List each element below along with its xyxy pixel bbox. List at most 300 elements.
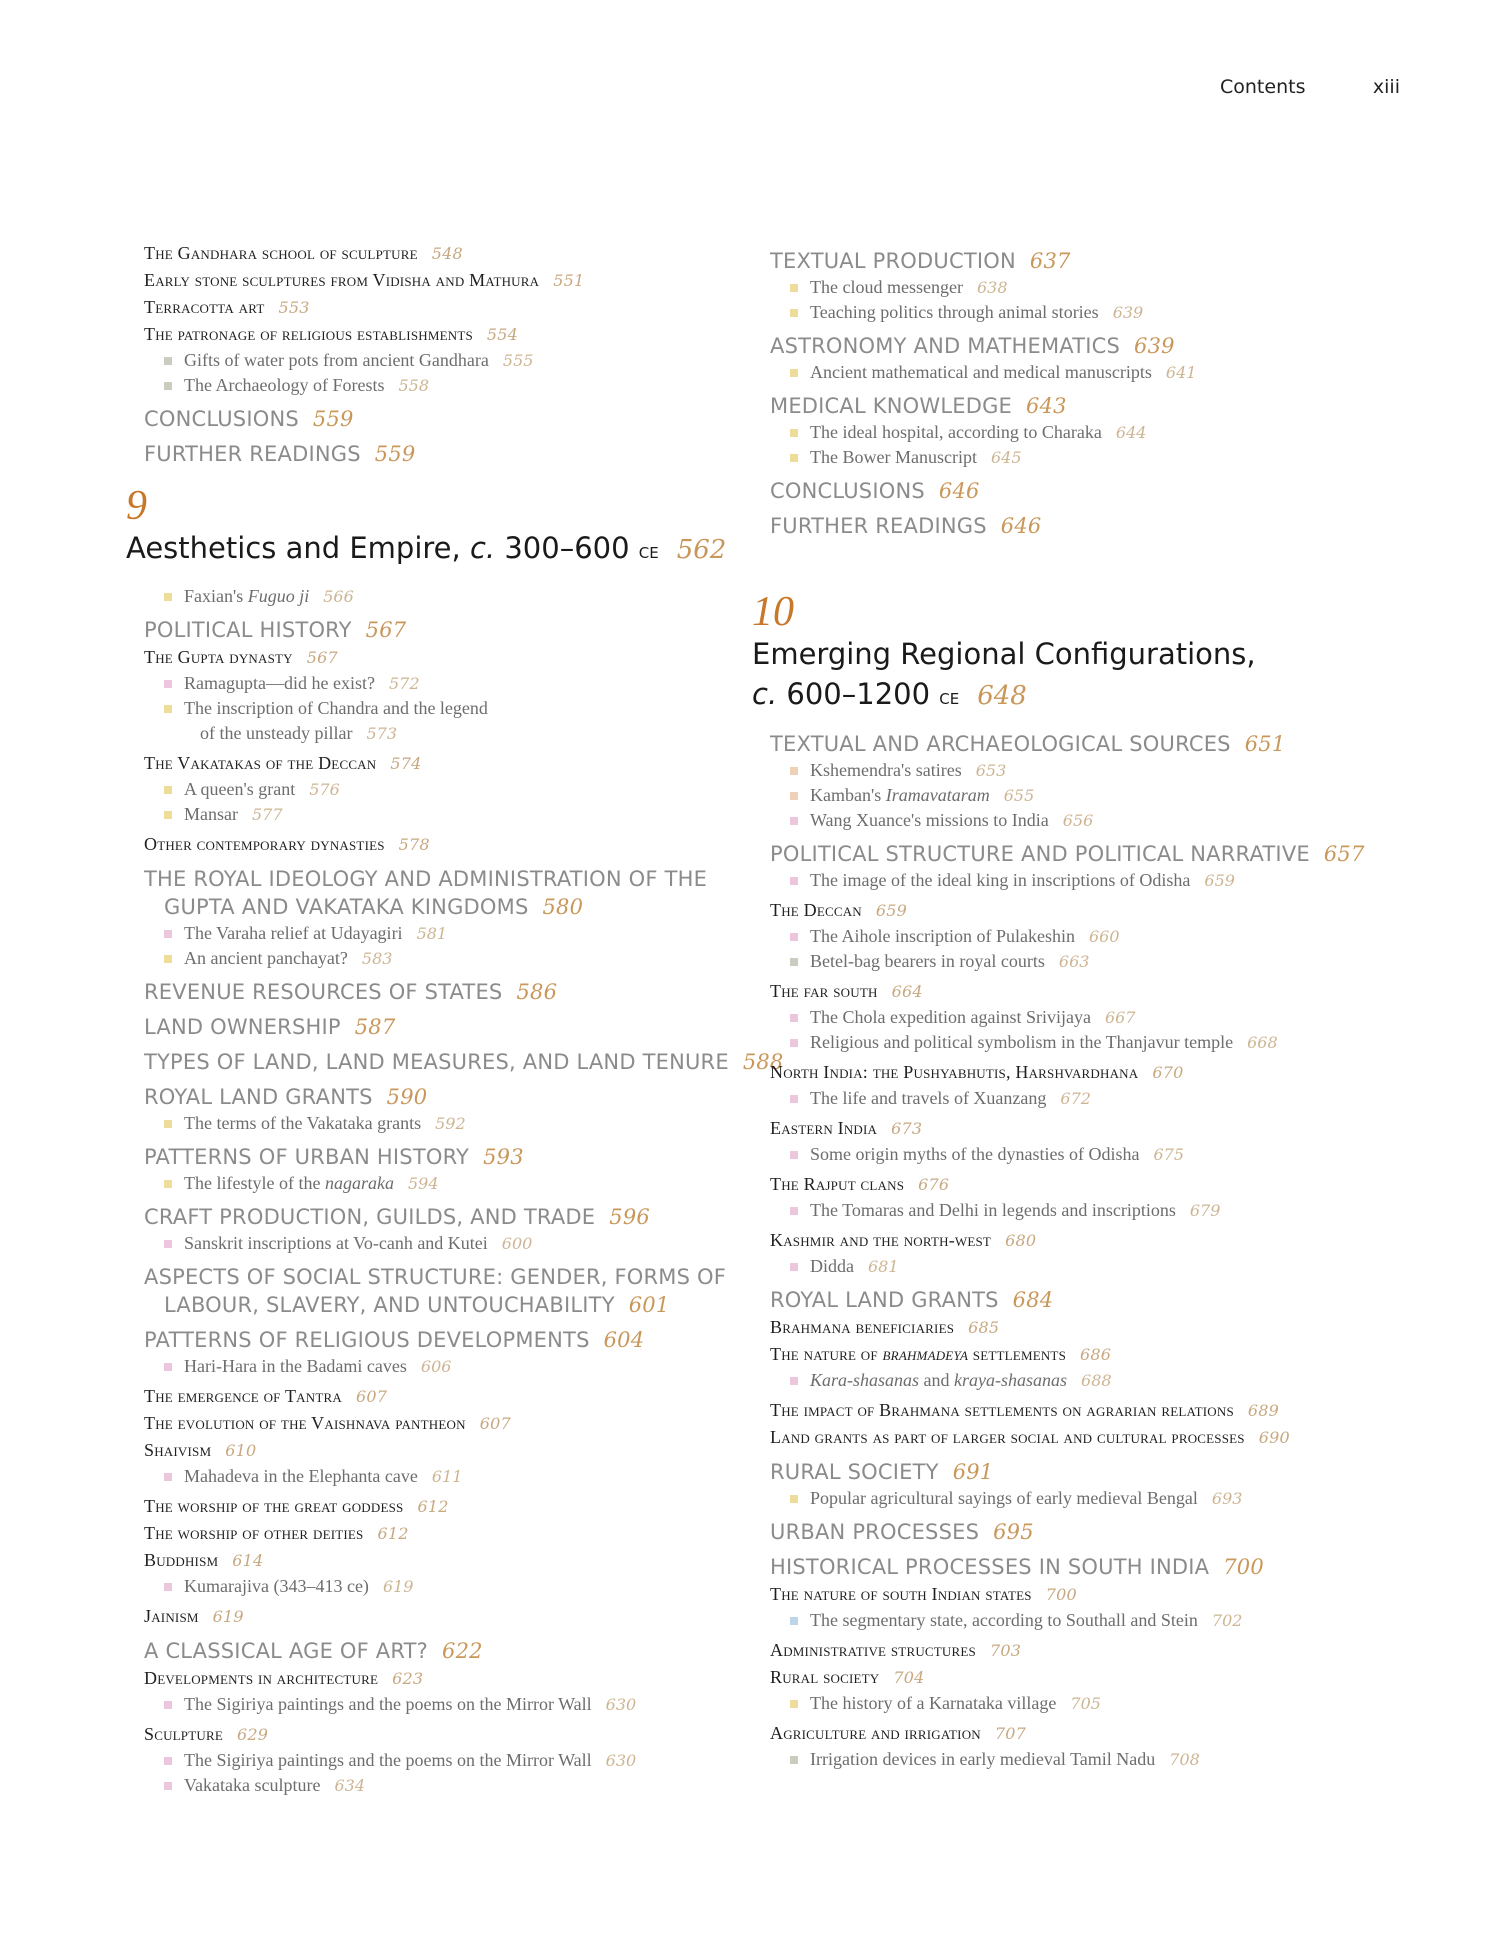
toc-entry-title: Kumarajiva (343–413 ce) <box>184 1576 369 1596</box>
toc-entry-page-number: 614 <box>232 1551 264 1570</box>
toc-entry-title: The cloud messenger <box>810 277 963 297</box>
toc-entry-title: North India: the Pushyabhutis, Harshvardhana <box>770 1062 1139 1082</box>
toc-entry-page-number: 643 <box>1026 394 1067 418</box>
toc-entry-boxed-feature <box>184 696 746 746</box>
toc-entry-title: The Gandhara school of sculpture <box>144 243 418 263</box>
toc-entry-section-heading <box>144 1013 746 1041</box>
toc-entry-page-number: 702 <box>1211 1611 1243 1630</box>
toc-entry-title: Kshemendra's satires <box>810 760 962 780</box>
toc-entry-page-number: 596 <box>609 1205 650 1229</box>
toc-entry-subsection-heading <box>144 1437 746 1464</box>
toc-entry-title: RURAL SOCIETY <box>770 1460 939 1484</box>
toc-entry-title: Kashmir and the north-west <box>770 1230 992 1250</box>
toc-entry-boxed-feature <box>184 1692 746 1717</box>
toc-entry-boxed-feature <box>810 1254 1402 1279</box>
toc-entry-page-number: 644 <box>1115 423 1147 442</box>
toc-entry-title: Faxian's <box>184 586 248 606</box>
bullet-square-icon <box>790 1207 798 1215</box>
bullet-square-icon <box>164 1701 172 1709</box>
toc-entry-section-heading <box>770 840 1402 868</box>
toc-entry-subsection-heading <box>144 1721 746 1748</box>
toc-entry-page-number: 573 <box>366 724 398 743</box>
toc-entry-title: Wang Xuance's missions to India <box>810 810 1049 830</box>
toc-entry-title-italic: brahmadeya <box>882 1344 969 1364</box>
toc-entry-page-number: 558 <box>398 376 429 395</box>
toc-entry-page-number: 667 <box>1104 1008 1136 1027</box>
chapter-title-circa: c. <box>469 531 496 565</box>
toc-entry-subsection-heading <box>770 1664 1402 1691</box>
toc-entry-page-number: 705 <box>1070 1694 1101 1713</box>
bullet-square-icon <box>790 1756 798 1764</box>
toc-entry-title: Developments in architecture <box>144 1668 379 1688</box>
toc-entry-subsection-heading <box>144 1603 746 1630</box>
chapter-title-era: ce <box>939 685 960 710</box>
toc-entry-page-number: 578 <box>398 835 430 854</box>
toc-entry-page-number: 672 <box>1060 1089 1091 1108</box>
toc-entry-page-number: 619 <box>212 1607 244 1626</box>
toc-entry-title: Some origin myths of the dynasties of Odisha <box>810 1144 1140 1164</box>
toc-entry-title: The worship of other deities <box>144 1523 364 1543</box>
toc-entry-page-number: 695 <box>993 1520 1034 1544</box>
bullet-square-icon <box>164 930 172 938</box>
toc-entry-title: CRAFT PRODUCTION, GUILDS, AND TRADE <box>144 1205 596 1229</box>
chapter-title-line-1: Emerging Regional Configurations, <box>752 637 1256 671</box>
toc-entry-page-number: 607 <box>355 1387 388 1406</box>
toc-entry-page-number: 607 <box>479 1414 511 1433</box>
toc-entry-page-number: 559 <box>374 442 416 466</box>
bullet-square-icon <box>164 1757 172 1765</box>
toc-entry-page-number: 567 <box>365 618 407 642</box>
toc-entry-title: Terracotta art <box>144 297 265 317</box>
bullet-square-icon <box>790 958 798 966</box>
toc-entry-boxed-feature <box>810 868 1402 893</box>
toc-entry-section-heading <box>770 730 1402 758</box>
toc-entry-title: Brahmana beneficiaries <box>770 1317 955 1337</box>
toc-entry-section-heading <box>144 405 746 433</box>
toc-entry-page-number: 623 <box>392 1669 424 1688</box>
toc-entry-subsection-heading <box>770 1171 1402 1198</box>
toc-entry-boxed-feature <box>810 275 1402 300</box>
toc-entry-title-italic: nagaraka <box>324 1173 394 1193</box>
toc-entry-boxed-feature <box>810 1198 1402 1223</box>
toc-entry-title: The impact of Brahmana settlements on agrarian relations <box>770 1400 1234 1420</box>
bullet-square-icon <box>790 767 798 775</box>
toc-entry-page-number: 646 <box>1000 514 1042 538</box>
toc-entry-title: ASPECTS OF SOCIAL STRUCTURE: GENDER, FORMS OF <box>144 1265 727 1289</box>
toc-entry-boxed-feature <box>184 1171 746 1196</box>
toc-entry-title: The Gupta dynasty <box>144 647 293 667</box>
toc-entry-title: The life and travels of Xuanzang <box>810 1088 1047 1108</box>
toc-entry-section-heading <box>770 1518 1402 1546</box>
toc-entry-subsection-heading <box>144 1383 746 1410</box>
toc-entry-page-number: 659 <box>1204 871 1235 890</box>
toc-entry-page-number: 641 <box>1165 363 1197 382</box>
toc-entry-title-line-2: LABOUR, SLAVERY, AND UNTOUCHABILITY 601 <box>164 1293 670 1317</box>
toc-entry-section-heading <box>144 1263 746 1319</box>
toc-entry-page-number: 637 <box>1029 249 1071 273</box>
bullet-square-icon <box>790 1014 798 1022</box>
toc-entry-title: TEXTUAL PRODUCTION <box>770 249 1016 273</box>
toc-entry-title: The inscription of Chandra and the legend <box>184 698 488 718</box>
toc-entry-title-line-2: GUPTA AND VAKATAKA KINGDOMS 580 <box>164 895 584 919</box>
toc-entry-title: The nature of <box>770 1344 883 1364</box>
toc-entry-title: The Bower Manuscript <box>810 447 977 467</box>
toc-entry-page-number: 566 <box>323 587 354 606</box>
toc-entry-page-number: 590 <box>386 1085 428 1109</box>
toc-entry-page-number: 622 <box>442 1639 483 1663</box>
toc-entry-title: Mahadeva in the Elephanta cave <box>184 1466 418 1486</box>
toc-entry-boxed-feature <box>184 1354 746 1379</box>
toc-entry-boxed-feature <box>184 1773 746 1798</box>
toc-entry-boxed-feature <box>184 1748 746 1773</box>
toc-entry-subsection-heading <box>770 1397 1402 1424</box>
toc-entry-title: HISTORICAL PROCESSES IN SOUTH INDIA <box>770 1555 1210 1579</box>
toc-entry-subsection-heading <box>770 1720 1402 1747</box>
toc-entry-title: Agriculture and irrigation <box>770 1723 981 1743</box>
toc-entry-section-heading <box>144 1203 746 1231</box>
toc-entry-page-number: 630 <box>605 1751 637 1770</box>
toc-entry-page-number: 601 <box>628 1293 670 1317</box>
toc-entry-page-number: 689 <box>1247 1401 1280 1420</box>
toc-entry-title: Mansar <box>184 804 238 824</box>
toc-entry-page-number: 690 <box>1258 1428 1290 1447</box>
toc-entry-subsection-heading <box>770 978 1402 1005</box>
toc-entry-page-number: 576 <box>309 780 340 799</box>
toc-entry-title: The worship of the great goddess <box>144 1496 404 1516</box>
toc-entry-subsection-heading <box>770 1227 1402 1254</box>
toc-entry-title: ROYAL LAND GRANTS <box>144 1085 373 1109</box>
toc-entry-subsection-heading <box>144 1493 746 1520</box>
toc-entry-page-number: 594 <box>407 1174 439 1193</box>
toc-entry-title: Administrative structures <box>770 1640 976 1660</box>
toc-entry-page-number: 656 <box>1062 811 1094 830</box>
toc-entry-title: LAND OWNERSHIP <box>144 1015 341 1039</box>
bullet-square-icon <box>790 1263 798 1271</box>
toc-entry-title: Betel-bag bearers in royal courts <box>810 951 1045 971</box>
toc-entry-boxed-feature <box>810 1142 1402 1167</box>
toc-entry-boxed-feature <box>810 1005 1402 1030</box>
chapter-title-line-2 <box>752 674 1402 718</box>
toc-entry-title: REVENUE RESOURCES OF STATES <box>144 980 503 1004</box>
bullet-square-icon <box>164 955 172 963</box>
toc-entry-subsection-heading <box>144 267 746 294</box>
toc-entry-subsection-heading <box>144 1520 746 1547</box>
bullet-square-icon <box>790 284 798 292</box>
toc-entry-title: URBAN PROCESSES <box>770 1520 980 1544</box>
bullet-square-icon <box>164 811 172 819</box>
right-top-entries <box>752 247 1402 540</box>
toc-entry-subsection-heading <box>770 1424 1402 1451</box>
toc-entry-boxed-feature <box>810 808 1402 833</box>
toc-entry-page-number: 574 <box>390 754 422 773</box>
toc-entry-page-number: 588 <box>742 1050 784 1074</box>
toc-entry-boxed-feature <box>810 1608 1402 1633</box>
bullet-square-icon <box>164 1782 172 1790</box>
toc-entry-page-number: 548 <box>431 244 463 263</box>
toc-entry-page-number: 668 <box>1247 1033 1278 1052</box>
bullet-square-icon <box>790 309 798 317</box>
toc-entry-page-number: 707 <box>994 1724 1027 1743</box>
chapter-title <box>126 528 746 572</box>
toc-entry-title-continued: settlements <box>968 1344 1067 1364</box>
toc-entry-boxed-feature <box>184 946 746 971</box>
toc-entry-subsection-heading <box>144 831 746 858</box>
toc-entry-page-number: 551 <box>553 271 585 290</box>
toc-entry-page-number: 639 <box>1134 334 1175 358</box>
toc-entry-subsection-heading <box>144 644 746 671</box>
toc-entry-page-number: 610 <box>225 1441 257 1460</box>
toc-entry-page-number: 572 <box>388 674 420 693</box>
bullet-square-icon <box>164 593 172 601</box>
toc-entry-page-number: 634 <box>334 1776 365 1795</box>
toc-entry-section-heading <box>144 440 746 468</box>
toc-entry-title: Popular agricultural sayings of early medieval Bengal <box>810 1488 1198 1508</box>
toc-entry-title: The far south <box>770 981 878 1001</box>
chapter-title-era: ce <box>638 539 659 564</box>
right-chapter-entries <box>752 730 1402 1772</box>
toc-entry-page-number: 577 <box>251 805 283 824</box>
toc-entry-page-number: 684 <box>1012 1288 1054 1312</box>
toc-entry-title: PATTERNS OF URBAN HISTORY <box>144 1145 470 1169</box>
toc-entry-page-number: 653 <box>975 761 1007 780</box>
toc-entry-section-heading <box>144 616 746 644</box>
chapter-title-text: Aesthetics and Empire, <box>126 531 470 565</box>
bullet-square-icon <box>164 357 172 365</box>
left-column <box>126 240 784 1798</box>
toc-entry-page-number: 554 <box>486 325 519 344</box>
toc-entry-title: The Chola expedition against Srivijaya <box>810 1007 1091 1027</box>
toc-entry-page-number: 580 <box>542 895 584 919</box>
toc-entry-section-heading <box>144 978 746 1006</box>
toc-entry-boxed-feature <box>184 584 746 609</box>
bullet-square-icon <box>164 1473 172 1481</box>
toc-entry-title: Irrigation devices in early medieval Tamil Nadu <box>810 1749 1156 1769</box>
toc-entry-boxed-feature <box>184 1574 746 1599</box>
toc-entry-page-number: 679 <box>1189 1201 1221 1220</box>
toc-entry-page-number: 586 <box>516 980 558 1004</box>
toc-entry-page-number: 638 <box>976 278 1008 297</box>
toc-entry-boxed-feature <box>810 445 1402 470</box>
toc-entry-title: Vakataka sculpture <box>184 1775 321 1795</box>
bullet-square-icon <box>790 1039 798 1047</box>
toc-entry-title: The Vakatakas of the Deccan <box>144 753 377 773</box>
toc-entry-boxed-feature <box>810 1691 1402 1716</box>
toc-entry-title: FURTHER READINGS <box>770 514 987 538</box>
toc-entry-boxed-feature <box>184 671 746 696</box>
toc-entry-title: POLITICAL STRUCTURE AND POLITICAL NARRATIVE <box>770 842 1310 866</box>
toc-entry-page-number: 673 <box>891 1119 923 1138</box>
toc-entry-section-heading <box>770 392 1402 420</box>
toc-entry-subsection-heading <box>144 240 746 267</box>
toc-entry-title-italic: Fuguo ji <box>247 586 310 606</box>
toc-entry-subsection-heading <box>144 1547 746 1574</box>
toc-entry-title: TEXTUAL AND ARCHAEOLOGICAL SOURCES <box>770 732 1231 756</box>
toc-entry-page-number: 691 <box>952 1460 994 1484</box>
toc-entry-boxed-feature <box>810 1747 1402 1772</box>
toc-entry-page-number: 612 <box>417 1497 449 1516</box>
toc-entry-boxed-feature <box>810 1486 1402 1511</box>
toc-entry-subsection-heading <box>770 1637 1402 1664</box>
toc-entry-page-number: 629 <box>236 1725 269 1744</box>
toc-entry-section-heading <box>770 1553 1402 1581</box>
toc-entry-title: Sculpture <box>144 1724 223 1744</box>
toc-entry-title: Sanskrit inscriptions at Vo-canh and Kutei <box>184 1233 488 1253</box>
left-chapter-entries <box>126 584 784 1798</box>
toc-entry-title: Ramagupta—did he exist? <box>184 673 375 693</box>
toc-entry-title: The history of a Karnataka village <box>810 1693 1057 1713</box>
toc-entry-page-number: 619 <box>382 1577 414 1596</box>
toc-entry-title: Eastern India <box>770 1118 878 1138</box>
toc-entry-boxed-feature <box>810 1086 1402 1111</box>
toc-entry-section-heading <box>144 1637 746 1665</box>
bullet-square-icon <box>790 429 798 437</box>
toc-entry-boxed-feature <box>810 1030 1402 1055</box>
toc-entry-title: The Rajput clans <box>770 1174 905 1194</box>
toc-entry-boxed-feature <box>184 348 746 373</box>
toc-entry-title: Other contemporary dynasties <box>144 834 385 854</box>
toc-entry-subsection-heading <box>770 897 1402 924</box>
toc-entry-title: Land grants as part of larger social and cultural processes <box>770 1427 1245 1447</box>
toc-entry-page-number: 555 <box>502 351 534 370</box>
toc-entry-page-number: 600 <box>501 1234 533 1253</box>
toc-entry-title: Shaivism <box>144 1440 212 1460</box>
toc-entry-page-number: 688 <box>1081 1371 1112 1390</box>
toc-entry-section-heading <box>770 1286 1402 1314</box>
toc-entry-title: Jainism <box>144 1606 199 1626</box>
toc-entry-page-number: 604 <box>603 1328 645 1352</box>
toc-entry-section-heading <box>144 1048 784 1076</box>
bullet-square-icon <box>790 1700 798 1708</box>
toc-entry-title: The Deccan <box>770 900 862 920</box>
toc-entry-title-italic: Iramavataram <box>885 785 990 805</box>
toc-entry-page-number: 664 <box>891 982 923 1001</box>
toc-entry-title: POLITICAL HISTORY <box>144 618 352 642</box>
toc-entry-subsection-heading <box>144 321 746 348</box>
toc-entry-page-number: 587 <box>354 1015 396 1039</box>
toc-entry-page-number: 663 <box>1058 952 1090 971</box>
bullet-square-icon <box>164 1180 172 1188</box>
bullet-square-icon <box>790 454 798 462</box>
toc-entry-subsection-heading <box>770 1314 1402 1341</box>
toc-entry-boxed-feature <box>184 921 746 946</box>
toc-entry-boxed-feature <box>810 360 1402 385</box>
toc-entry-title: The Varaha relief at Udayagiri <box>184 923 403 943</box>
bullet-square-icon <box>790 1377 798 1385</box>
toc-entry-boxed-feature <box>810 783 1402 808</box>
toc-entry-page-number: 567 <box>306 648 338 667</box>
chapter-title-years: 600–1200 <box>777 677 940 711</box>
bullet-square-icon <box>164 382 172 390</box>
toc-entry-title: The evolution of the Vaishnava pantheon <box>144 1413 466 1433</box>
toc-entry-page-number: 651 <box>1244 732 1286 756</box>
toc-entry-boxed-feature <box>810 949 1402 974</box>
toc-entry-section-heading <box>770 332 1402 360</box>
chapter-title-years: 300–600 <box>495 531 639 565</box>
bullet-square-icon <box>164 786 172 794</box>
bullet-square-icon <box>790 792 798 800</box>
toc-entry-page-number: 703 <box>989 1641 1022 1660</box>
toc-entry-title: The image of the ideal king in inscriptions of Odisha <box>810 870 1191 890</box>
toc-entry-title: Religious and political symbolism in the Thanjavur temple <box>810 1032 1234 1052</box>
toc-entry-page-number: 680 <box>1005 1231 1037 1250</box>
toc-entry-title: Buddhism <box>144 1550 219 1570</box>
bullet-square-icon <box>790 817 798 825</box>
bullet-square-icon <box>790 1495 798 1503</box>
toc-entry-title: Teaching politics through animal stories <box>810 302 1099 322</box>
running-header-title: Contents <box>1220 76 1306 98</box>
chapter-title-circa: c. <box>752 677 778 711</box>
toc-entry-title: Ancient mathematical and medical manuscripts <box>810 362 1152 382</box>
toc-entry-page-number: 693 <box>1211 1489 1243 1508</box>
toc-entry-page-number: 657 <box>1323 842 1365 866</box>
toc-entry-title: Early stone sculptures from Vidisha and Mathura <box>144 270 540 290</box>
toc-entry-title: The Tomaras and Delhi in legends and inscriptions <box>810 1200 1176 1220</box>
toc-entry-page-number: 646 <box>938 479 980 503</box>
toc-entry-title: The segmentary state, according to Southall and Stein <box>810 1610 1198 1630</box>
toc-entry-title: The nature of south Indian states <box>770 1584 1032 1604</box>
bullet-square-icon <box>790 933 798 941</box>
toc-entry-title: Rural society <box>770 1667 880 1687</box>
toc-entry-section-heading <box>770 1458 1402 1486</box>
toc-entry-section-heading <box>144 865 746 921</box>
toc-entry-section-heading <box>770 247 1402 275</box>
toc-entry-section-heading <box>770 477 1402 505</box>
toc-entry-page-number: 559 <box>312 407 354 431</box>
toc-entry-page-number: 612 <box>377 1524 409 1543</box>
toc-entry-subsection-heading <box>144 750 746 777</box>
toc-entry-title: The lifestyle of the <box>184 1173 325 1193</box>
toc-entry-page-number: 670 <box>1152 1063 1184 1082</box>
bullet-square-icon <box>164 1363 172 1371</box>
toc-entry-title: The patronage of religious establishments <box>144 324 473 344</box>
toc-entry-page-number: 700 <box>1223 1555 1264 1579</box>
toc-entry-title: The emergence of Tantra <box>144 1386 342 1406</box>
toc-entry-page-number: 686 <box>1080 1345 1112 1364</box>
bullet-square-icon <box>164 1240 172 1248</box>
toc-entry-title: ROYAL LAND GRANTS <box>770 1288 999 1312</box>
running-header <box>1220 76 1400 102</box>
toc-entry-title: An ancient panchayat? <box>184 948 348 968</box>
toc-entry-boxed-feature <box>810 758 1402 783</box>
toc-entry-page-number: 685 <box>968 1318 1000 1337</box>
toc-entry-title: Kamban's <box>810 785 886 805</box>
toc-entry-page-number: 675 <box>1153 1145 1185 1164</box>
toc-entry-boxed-feature <box>810 420 1402 445</box>
toc-entry-section-heading <box>144 1143 746 1171</box>
toc-entry-title-italic: Kara-shasanas <box>810 1370 920 1390</box>
toc-entry-title: Didda <box>810 1256 854 1276</box>
toc-entry-boxed-feature <box>184 1111 746 1136</box>
toc-entry-page-number: 606 <box>420 1357 452 1376</box>
toc-entry-title-line-2: of the unsteady pillar 573 <box>200 723 398 743</box>
toc-entry-page-number: 639 <box>1112 303 1144 322</box>
toc-entry-page-number: 553 <box>278 298 310 317</box>
toc-entry-subsection-heading <box>770 1341 1402 1368</box>
toc-entry-subsection-heading <box>770 1581 1402 1608</box>
toc-entry-title-italic: kraya-shasanas <box>954 1370 1068 1390</box>
toc-entry-page-number: 611 <box>431 1467 463 1486</box>
toc-entry-page-number: 581 <box>416 924 448 943</box>
toc-entry-title: TYPES OF LAND, LAND MEASURES, AND LAND TENURE <box>144 1050 729 1074</box>
toc-entry-title: The terms of the Vakataka grants <box>184 1113 422 1133</box>
toc-entry-title: A queen's grant <box>184 779 296 799</box>
toc-entry-boxed-feature <box>184 1231 746 1256</box>
bullet-square-icon <box>164 705 172 713</box>
toc-entry-page-number: 676 <box>918 1175 950 1194</box>
toc-entry-subsection-heading <box>144 1665 746 1692</box>
toc-entry-title: CONCLUSIONS <box>770 479 925 503</box>
toc-entry-title: The Sigiriya paintings and the poems on the Mirror Wall <box>184 1750 592 1770</box>
